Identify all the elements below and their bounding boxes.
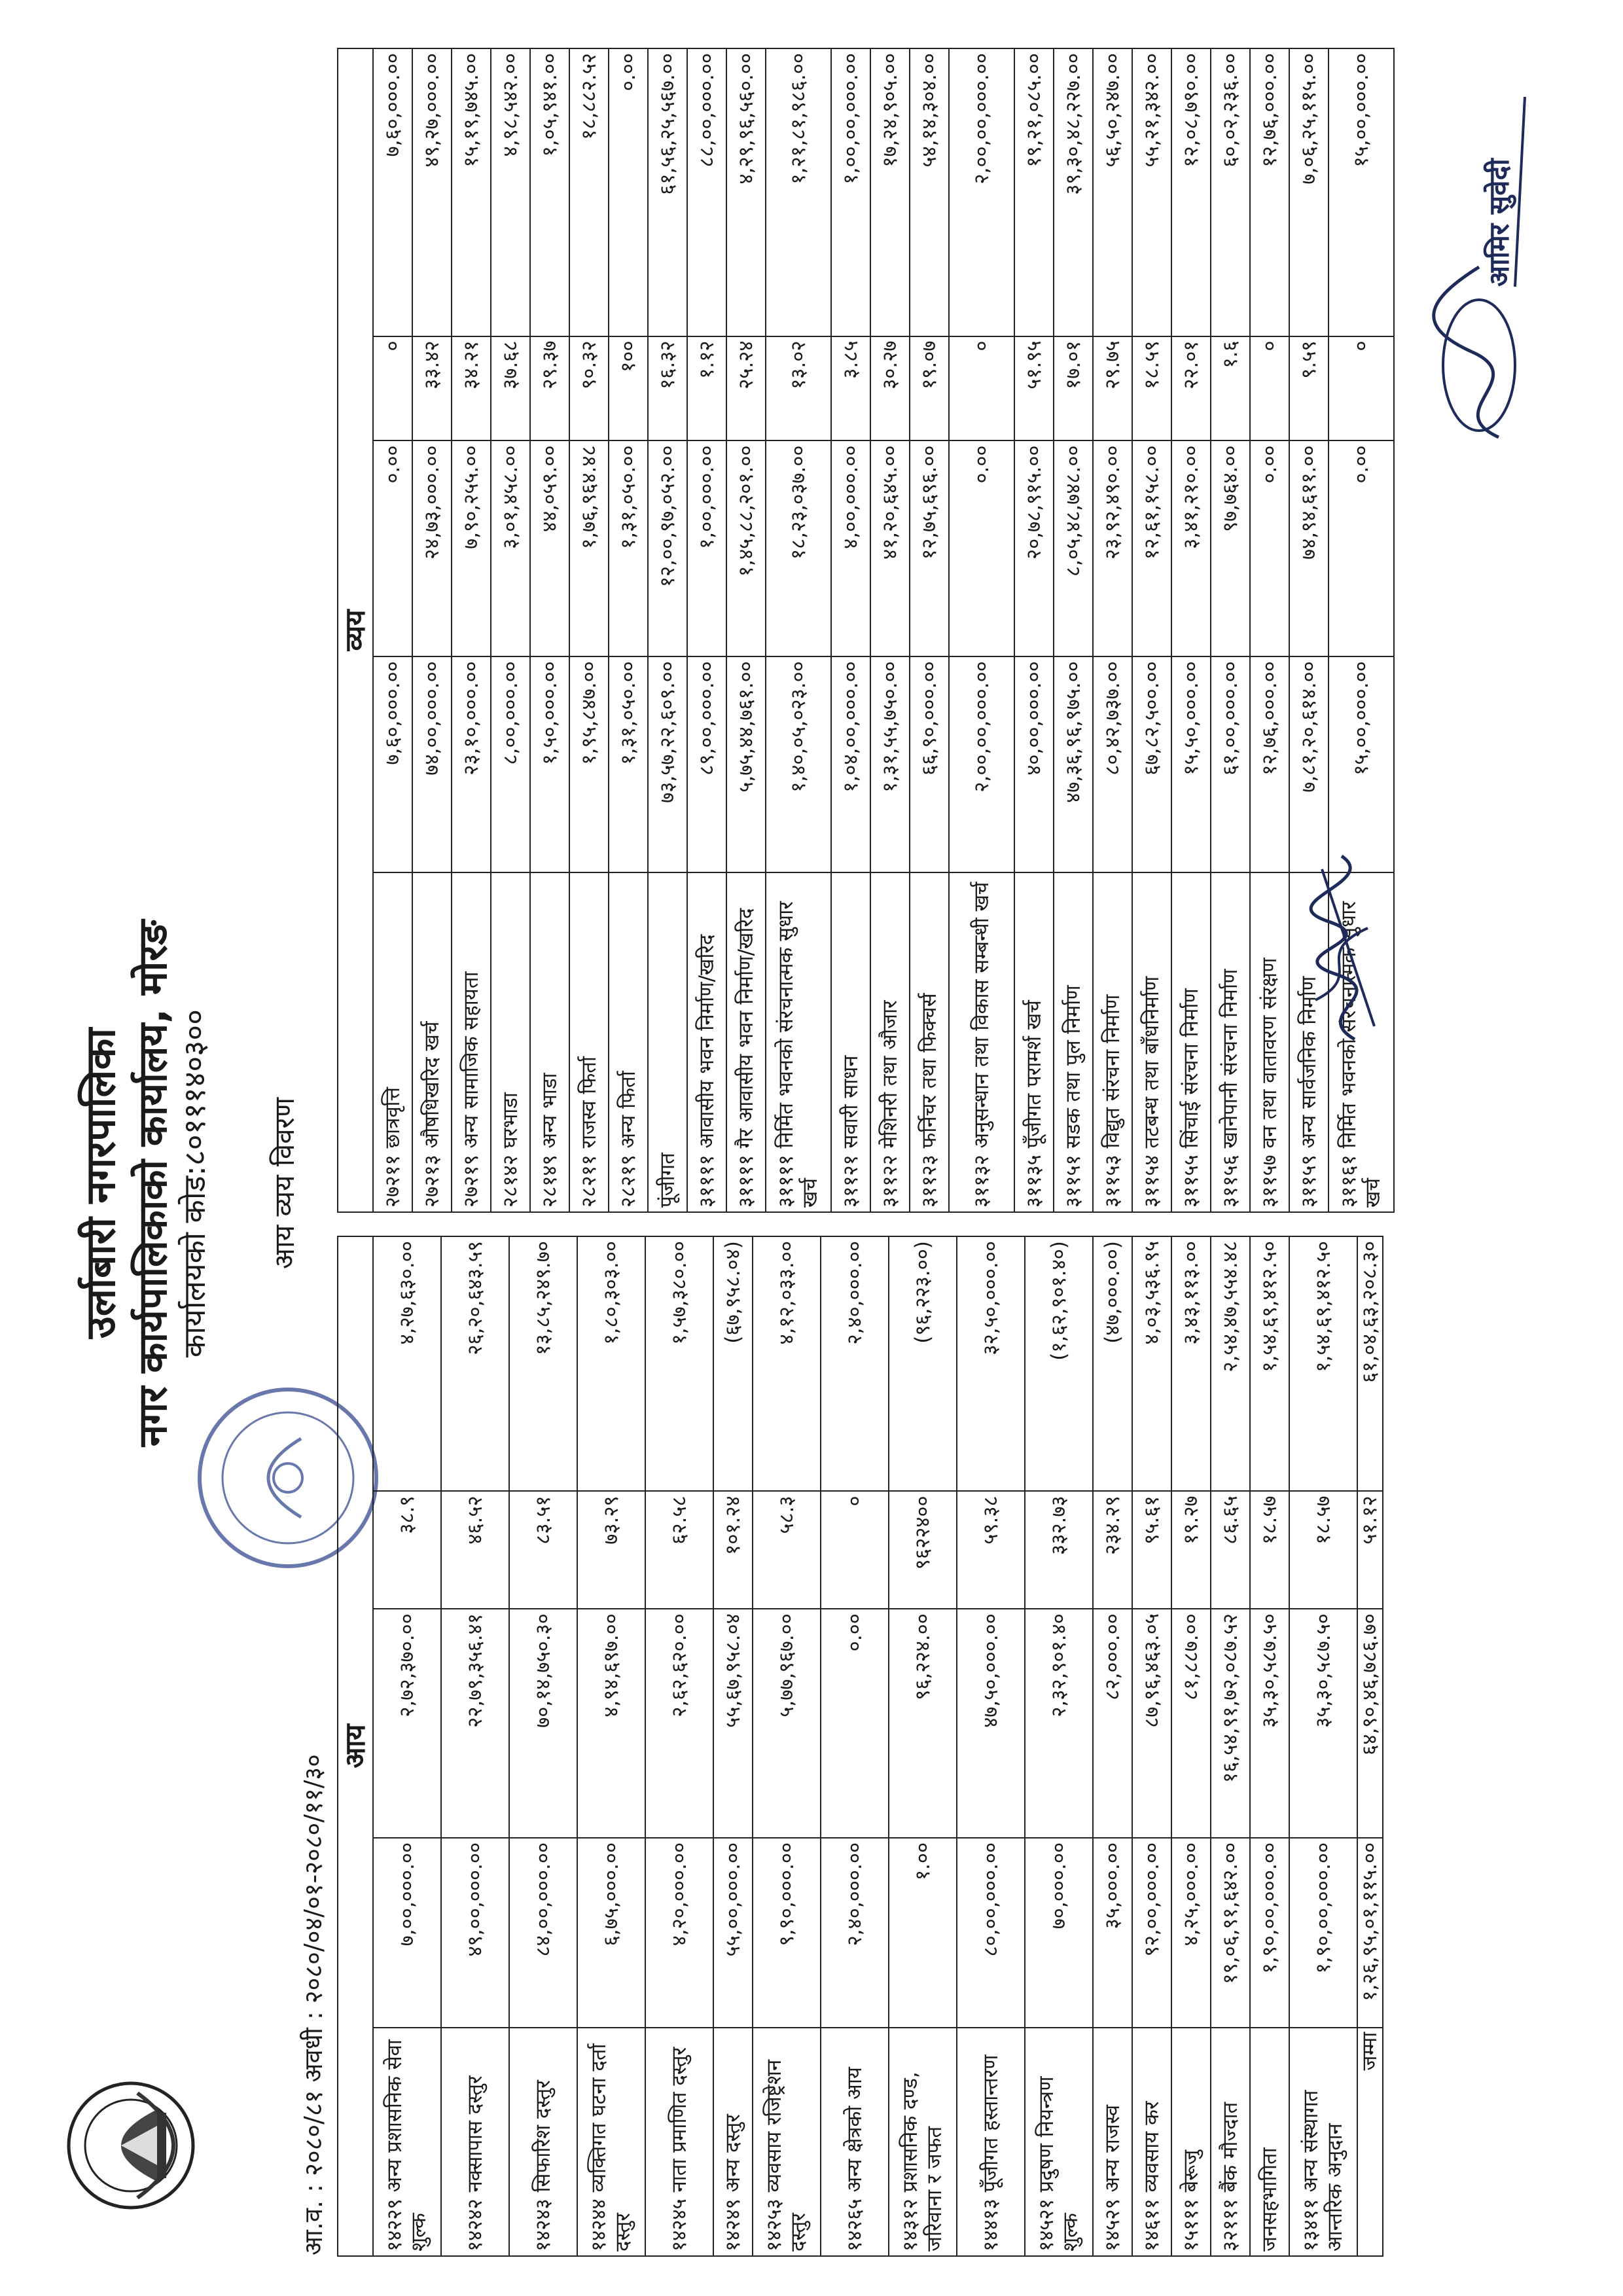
expense-percent: २२.०१	[1171, 336, 1211, 441]
income-actual: ८७,९६,४६३.०५	[1132, 1609, 1171, 1838]
expense-label: २७२१९ अन्य सामाजिक सहायता	[452, 872, 491, 1212]
income-actual: ४७,५०,०००.००	[957, 1609, 1025, 1838]
expense-percent: १.१२	[687, 336, 726, 441]
expense-actual: ०.००	[949, 440, 1014, 656]
income-budget: १.००	[889, 1838, 957, 2028]
expense-remaining: १९,२१,०८५.००	[1014, 48, 1054, 336]
expense-percent: २९.३७	[530, 336, 569, 441]
expense-label: २८१४९ अन्य भाडा	[530, 872, 569, 1212]
income-percent: २३४.२९	[1093, 1491, 1132, 1609]
income-row	[1211, 1236, 1250, 2256]
income-percent: १८.५७	[1289, 1491, 1357, 1609]
income-label: १४५२९ अन्य राजस्व	[1093, 2028, 1132, 2256]
expense-row	[1171, 48, 1211, 1212]
expense-budget: १,५०,०००.००	[530, 656, 569, 872]
expense-actual: १,३१,०५०.००	[609, 440, 648, 656]
income-percent: ६२.५८	[645, 1491, 713, 1609]
expense-row	[373, 48, 412, 1212]
expense-percent: १३.०२	[766, 336, 831, 441]
expense-label: ३११११ गैर आवासीय भवन निर्माण/खरिद	[726, 872, 766, 1212]
income-percent: १९.२७	[1171, 1491, 1211, 1609]
expense-row	[726, 48, 766, 1212]
income-budget: ९२,००,०००.००	[1132, 1838, 1171, 2028]
expense-label: २८१४२ घरभाडा	[491, 872, 530, 1212]
income-budget: १९,०६,९१,६४२.००	[1211, 1838, 1250, 2028]
expense-percent: ३०.२७	[870, 336, 910, 441]
income-budget: ७,००,०००.००	[373, 1838, 441, 2028]
income-actual: ३५,३०,५८७.५०	[1250, 1609, 1289, 1838]
income-remaining: (१,६२,९०१.४०)	[1025, 1236, 1093, 1491]
income-label: १४२४३ सिफारिश दस्तुर	[509, 2028, 577, 2256]
expense-percent: २९.७५	[1093, 336, 1132, 441]
signature-scribble-icon	[1296, 843, 1400, 1052]
expense-budget: १५,००,०००.००	[1329, 656, 1394, 872]
expense-remaining: ३९,३०,४८,२२७.००	[1054, 48, 1093, 336]
expense-remaining: ६०,०२,२३६.००	[1211, 48, 1250, 336]
expense-row	[1250, 48, 1289, 1212]
expense-actual: १२,००,९७,०५२.००	[648, 440, 687, 656]
income-remaining: (६७,९५८.०४)	[713, 1236, 753, 1491]
income-rows	[373, 1236, 1357, 2256]
expense-row	[1054, 48, 1093, 1212]
expense-label: ३११५५ सिंचाई संरचना निर्माण	[1171, 872, 1211, 1212]
income-total-row	[1357, 1236, 1383, 2256]
expense-percent: १८.५९	[1132, 336, 1171, 441]
expense-budget: ७,६०,०००.००	[373, 656, 412, 872]
expense-remaining: १,०५,९४१.००	[530, 48, 569, 336]
expense-actual: १,००,०००.००	[687, 440, 726, 656]
income-budget: १,९०,००,०००.००	[1250, 1838, 1289, 2028]
income-budget: ५५,००,०००.००	[713, 1838, 753, 2028]
expense-label: ३११११ आवासीय भवन निर्माण/खरिद	[687, 872, 726, 1212]
office-code: कार्यालयको कोड:८०१११४०३००	[177, 1009, 212, 1358]
expense-budget: ६७,८२,५००.००	[1132, 656, 1171, 872]
expense-percent: १६.३२	[648, 336, 687, 441]
income-percent: ५८.३	[753, 1491, 821, 1609]
expense-budget: ४०,००,०००.००	[1014, 656, 1054, 872]
expense-remaining: १२,०८,७९०.००	[1171, 48, 1211, 336]
income-percent: १०१.२४	[713, 1491, 753, 1609]
income-budget: ९,९०,०००.००	[753, 1838, 821, 2028]
expense-percent: २५.२४	[726, 336, 766, 441]
expense-label: २७२१३ औषधिखरिद खर्च	[412, 872, 452, 1212]
expense-label: ३११२२ मेशिनरी तथा औजार	[870, 872, 910, 1212]
income-row	[889, 1236, 957, 2256]
income-remaining: १,५४,६९,४१२.५०	[1250, 1236, 1289, 1491]
income-total-remaining: ६१,०४,६३,२०८.३०	[1357, 1236, 1383, 1491]
income-row	[577, 1236, 645, 2256]
income-percent: ४६.५२	[441, 1491, 509, 1609]
income-row	[1171, 1236, 1211, 2256]
expense-actual: ४४,०५९.००	[530, 440, 569, 656]
municipality-title: उर्लाबारी नगरपालिका	[77, 1028, 124, 1339]
expense-row	[569, 48, 609, 1212]
expense-label: ३११३२ अनुसन्धान तथा विकास सम्बन्धी खर्च	[949, 872, 1014, 1212]
expense-percent: ३७.६८	[491, 336, 530, 441]
expense-row	[452, 48, 491, 1212]
expense-percent: १९.०७	[910, 336, 949, 441]
expense-budget: ६६,९०,०००.००	[910, 656, 949, 872]
income-percent: ९५.६१	[1132, 1491, 1171, 1609]
expense-row	[1093, 48, 1132, 1212]
expense-remaining: ४,९८,५४२.००	[491, 48, 530, 336]
expense-label: ३११५३ विद्युत संरचना निर्माण	[1093, 872, 1132, 1212]
income-percent: ९६२२४००	[889, 1491, 957, 1609]
expense-percent: ३३.४२	[412, 336, 452, 441]
expense-rows	[373, 48, 1394, 1212]
income-remaining: ३२,५०,०००.००	[957, 1236, 1025, 1491]
income-row	[713, 1236, 753, 2256]
income-percent: ३३२.७३	[1025, 1491, 1093, 1609]
income-label: १४४१३ पूँजीगत हस्तान्तरण	[957, 2028, 1025, 2256]
expense-label: ३११५९ अन्य सार्वजनिक निर्माण	[1289, 872, 1329, 1212]
income-label: १४३१२ प्रशासनिक दण्ड, जरिवाना र जफत	[889, 2028, 957, 2256]
expense-remaining: १२,७६,०००.००	[1250, 48, 1289, 336]
income-label: १४२४४ व्यक्तिगत घटना दर्ता दस्तुर	[577, 2028, 645, 2256]
expense-percent: ०	[1329, 336, 1394, 441]
expense-row	[687, 48, 726, 1212]
expense-actual: ३,०१,४५८.००	[491, 440, 530, 656]
income-heading: आय	[338, 1236, 373, 2256]
expense-budget: ७४,००,०००.००	[412, 656, 452, 872]
income-total-budget: १,२६,९५,०१,११५.००	[1357, 1838, 1383, 2028]
income-label: जनसहभागिता	[1250, 2028, 1289, 2256]
income-label: १४२४२ नक्सापास दस्तुर	[441, 2028, 509, 2256]
expense-budget: ५,७५,४४,७६१.००	[726, 656, 766, 872]
income-remaining: ४,०३,५३६.९५	[1132, 1236, 1171, 1491]
income-actual: ४,९४,६९७.००	[577, 1609, 645, 1838]
expense-remaining: २,००,००,०००.००	[949, 48, 1014, 336]
expense-budget: २,००,००,०००.००	[949, 656, 1014, 872]
income-remaining: १३,८५,२४९.७०	[509, 1236, 577, 1491]
expense-percent: ०	[949, 336, 1014, 441]
expense-budget: ४७,३६,९६,९७५.००	[1054, 656, 1093, 872]
expense-actual: ०.००	[373, 440, 412, 656]
income-actual: ९६,२२४.००	[889, 1609, 957, 1838]
expense-actual: २४,७३,०००.००	[412, 440, 452, 656]
income-row	[509, 1236, 577, 2256]
expense-percent: ९.५९	[1289, 336, 1329, 441]
expense-remaining: ०.००	[609, 48, 648, 336]
expense-label: २७२११ छात्रवृत्ति	[373, 872, 412, 1212]
income-remaining: २,५४,४७,५५४.४८	[1211, 1236, 1250, 1491]
expense-budget: १२,७६,०००.००	[1250, 656, 1289, 872]
income-label: १४२२९ अन्य प्रशासनिक सेवा शुल्क	[373, 2028, 441, 2256]
income-percent: ०	[821, 1491, 889, 1609]
income-table	[337, 1236, 1383, 2257]
income-percent: ५९.३८	[957, 1491, 1025, 1609]
income-label: १५१११ बेरूजु	[1171, 2028, 1211, 2256]
expense-percent: ५१.९५	[1014, 336, 1054, 441]
income-actual: ३५,३०,५८७.५०	[1289, 1609, 1357, 1838]
income-label: १४२५३ व्यवसाय रजिष्ट्रेशन दस्तुर	[753, 2028, 821, 2256]
expense-remaining: १७,२४,९०५.००	[870, 48, 910, 336]
expense-label: ३११३५ पूँजीगत परामर्श खर्च	[1014, 872, 1054, 1212]
income-actual: ८१,८८७.००	[1171, 1609, 1211, 1838]
expense-budget: ६१,००,०००.००	[1211, 656, 1250, 872]
income-actual: ५,७७,९६७.००	[753, 1609, 821, 1838]
income-row	[1250, 1236, 1289, 2256]
income-actual: २,३२,९०१.४०	[1025, 1609, 1093, 1838]
income-row	[821, 1236, 889, 2256]
income-remaining: ४,२७,६३०.००	[373, 1236, 441, 1491]
income-actual: १६,५४,९१,७२,०८७.५२	[1211, 1609, 1250, 1838]
expense-row	[412, 48, 452, 1212]
income-row	[441, 1236, 509, 2256]
income-total-percent: ५१.१२	[1357, 1491, 1383, 1609]
income-row	[753, 1236, 821, 2256]
income-budget: ३५,०००.००	[1093, 1838, 1132, 2028]
expense-budget: ८,००,०००.००	[491, 656, 530, 872]
fiscal-period: आ.व. : २०८०/८१ अवधी : २०८०/०४/०१-२०८०/११/३०	[299, 1754, 328, 2255]
expense-actual: २०,७८,९१५.००	[1014, 440, 1054, 656]
expense-row	[949, 48, 1014, 1212]
expense-remaining: ७,६०,०००.००	[373, 48, 412, 336]
expense-actual: ४१,२०,६४५.००	[870, 440, 910, 656]
income-budget: ७०,०००.००	[1025, 1838, 1093, 2028]
expense-percent: ३.८५	[831, 336, 870, 441]
income-actual: ५५,६७,९५८.०४	[713, 1609, 753, 1838]
expense-actual: ७,९०,२५५.००	[452, 440, 491, 656]
expense-actual: १२,७५,६९६.००	[910, 440, 949, 656]
expense-percent: १००	[609, 336, 648, 441]
income-remaining: १,८०,३०३.००	[577, 1236, 645, 1491]
expense-label: ३११५७ वन तथा वातावरण संरक्षण	[1250, 872, 1289, 1212]
municipality-emblem-icon	[59, 2073, 203, 2217]
income-total-label: जम्मा	[1357, 2028, 1383, 2256]
income-label: १४२६५ अन्य क्षेत्रको आय	[821, 2028, 889, 2256]
expense-remaining: १५,१९,७४५.००	[452, 48, 491, 336]
expense-percent: १.६	[1211, 336, 1250, 441]
expense-budget: ८९,००,०००.००	[687, 656, 726, 872]
income-remaining: १,५७,३८०.००	[645, 1236, 713, 1491]
expense-row	[609, 48, 648, 1212]
expense-heading: व्यय	[338, 48, 373, 1212]
expense-row	[491, 48, 530, 1212]
expense-actual: १८,२३,०३७.००	[766, 440, 831, 656]
income-remaining: २,४०,०००.००	[821, 1236, 889, 1491]
expense-row	[1132, 48, 1171, 1212]
income-remaining: (९६,२२३.००)	[889, 1236, 957, 1491]
income-actual: २,६२,६२०.००	[645, 1609, 713, 1838]
expense-percent: ०	[373, 336, 412, 441]
income-actual: ७०,१४,७५०.३०	[509, 1609, 577, 1838]
income-actual: ०.००	[821, 1609, 889, 1838]
expense-label: पूंजीगत	[648, 872, 687, 1212]
expense-budget: १,९५,८४७.००	[569, 656, 609, 872]
expense-budget: २३,१०,०००.००	[452, 656, 491, 872]
office-title: नगर कार्यपालिकाको कार्यालय, मोरङ	[130, 920, 176, 1447]
income-percent: ३८.९	[373, 1491, 441, 1609]
income-label: १४६११ व्यवसाय कर	[1132, 2028, 1171, 2256]
income-actual: ८२,०००.००	[1093, 1609, 1132, 1838]
expense-row	[1211, 48, 1250, 1212]
expense-remaining: १,२१,८१,९८६.००	[766, 48, 831, 336]
income-remaining: १,५४,६९,४१२.५०	[1289, 1236, 1357, 1491]
expense-row	[870, 48, 910, 1212]
income-budget: १,९०,००,०००.००	[1289, 1838, 1357, 2028]
expense-row	[530, 48, 569, 1212]
income-row	[1093, 1236, 1132, 2256]
expense-actual: २३,९२,४९०.००	[1093, 440, 1132, 656]
expense-label: ३११५६ खानेपानी संरचना निर्माण	[1211, 872, 1250, 1212]
income-actual: २२,७९,३५६.४१	[441, 1609, 509, 1838]
expense-row	[766, 48, 831, 1212]
income-budget: ८०,००,०००.००	[957, 1838, 1025, 2028]
expense-actual: ०.००	[1329, 440, 1394, 656]
income-total-actual: ६४,९०,४६,७८६.७०	[1357, 1609, 1383, 1838]
expense-label: ३११६१ निर्मित भवनको संरचनात्मक सुधार खर्च	[1329, 872, 1394, 1212]
expense-row	[910, 48, 949, 1212]
income-row	[1289, 1236, 1357, 2256]
income-label: ३२१११ बैंक मौज्दात	[1211, 2028, 1250, 2256]
income-label: १४२४९ अन्य दस्तुर	[713, 2028, 753, 2256]
expense-label: ३११११ निर्मित भवनको संरचनात्मक सुधार खर्च	[766, 872, 831, 1212]
income-row	[645, 1236, 713, 2256]
expense-budget: १,३१,५५,७५०.००	[870, 656, 910, 872]
expense-label: ३११२३ फर्निचर तथा फिक्चर्स	[910, 872, 949, 1212]
expense-percent: ९०.३२	[569, 336, 609, 441]
income-remaining: २६,२०,६४३.५९	[441, 1236, 509, 1491]
expense-remaining: १८,८८२.५२	[569, 48, 609, 336]
expense-remaining: ६१,५६,२५,५६७.००	[648, 48, 687, 336]
expense-percent: ०	[1250, 336, 1289, 441]
income-row	[1132, 1236, 1171, 2256]
signatory-name: आमिर सुवेदी	[1483, 158, 1515, 287]
expense-label: ३११२१ सवारी साधन	[831, 872, 870, 1212]
income-budget: ४,२५,०००.००	[1171, 1838, 1211, 2028]
income-budget: २,४०,०००.००	[821, 1838, 889, 2028]
income-row	[957, 1236, 1025, 2256]
statement-subtitle: आय व्यय विवरण	[268, 1097, 300, 1270]
expense-actual: १,४५,८८,२०१.००	[726, 440, 766, 656]
expense-actual: १२,६१,१५८.००	[1132, 440, 1171, 656]
income-budget: ८४,००,०००.००	[509, 1838, 577, 2028]
expense-label: २८२११ राजस्व फिर्ता	[569, 872, 609, 1212]
expense-budget: १,३१,०५०.००	[609, 656, 648, 872]
expense-actual: ०.००	[1250, 440, 1289, 656]
expense-remaining: ४,२९,९६,५६०.००	[726, 48, 766, 336]
expense-actual: ३,४१,२१०.००	[1171, 440, 1211, 656]
income-row	[373, 1236, 441, 2256]
expense-actual: ७४,९४,६११.००	[1289, 440, 1329, 656]
income-percent: ८३.५१	[509, 1491, 577, 1609]
expense-remaining: ५६,५०,२४७.००	[1093, 48, 1132, 336]
expense-remaining: १,००,००,०००.००	[831, 48, 870, 336]
expense-row	[1014, 48, 1054, 1212]
expense-actual: ८,०५,४८,७४८.००	[1054, 440, 1093, 656]
expense-percent: ३४.२१	[452, 336, 491, 441]
expense-table	[337, 48, 1395, 1213]
income-percent: ७३.२९	[577, 1491, 645, 1609]
expense-row	[831, 48, 870, 1212]
expense-remaining: ८८,००,०००.००	[687, 48, 726, 336]
expense-label: ३११५४ तटबन्ध तथा बाँधनिर्माण	[1132, 872, 1171, 1212]
income-label: १४२४५ नाता प्रमाणित दस्तुर	[645, 2028, 713, 2256]
expense-actual: ९७,७६४.००	[1211, 440, 1250, 656]
income-budget: ६,७५,०००.००	[577, 1838, 645, 2028]
income-actual: २,७२,३७०.००	[373, 1609, 441, 1838]
expense-actual: ४,००,०००.००	[831, 440, 870, 656]
expense-budget: ७,८१,२०,६१४.००	[1289, 656, 1329, 872]
expense-actual: १,७६,९६४.४८	[569, 440, 609, 656]
income-remaining: ४,१२,०३३.००	[753, 1236, 821, 1491]
expense-percent: १७.०१	[1054, 336, 1093, 441]
income-percent: ८६.६५	[1211, 1491, 1250, 1609]
income-percent: १८.५७	[1250, 1491, 1289, 1609]
expense-label: २८२१९ अन्य फिर्ता	[609, 872, 648, 1212]
expense-row	[648, 48, 687, 1212]
signatory-signature-icon	[1400, 84, 1551, 450]
income-row	[1025, 1236, 1093, 2256]
expense-remaining: ४९,२७,०००.००	[412, 48, 452, 336]
income-remaining: ३,४३,११३.००	[1171, 1236, 1211, 1491]
expense-budget: १५,५०,०००.००	[1171, 656, 1211, 872]
income-remaining: (४७,०००.००)	[1093, 1236, 1132, 1491]
expense-remaining: ५५,२१,३४२.००	[1132, 48, 1171, 336]
expense-remaining: १५,००,०००.००	[1329, 48, 1394, 336]
income-label: १३४११ अन्य संस्थागत आन्तरिक अनुदान	[1289, 2028, 1357, 2256]
expense-remaining: ५४,१४,३०४.००	[910, 48, 949, 336]
expense-remaining: ७,०६,२५,११५.००	[1289, 48, 1329, 336]
income-budget: ४९,००,०००.००	[441, 1838, 509, 2028]
expense-budget: १,०४,००,०००.००	[831, 656, 870, 872]
income-budget: ४,२०,०००.००	[645, 1838, 713, 2028]
expense-budget: १,४०,०५,०२३.००	[766, 656, 831, 872]
income-label: १४५२१ प्रदुषण नियन्त्रण शुल्क	[1025, 2028, 1093, 2256]
expense-budget: ८०,४२,७३७.००	[1093, 656, 1132, 872]
expense-budget: ७३,५७,२२,६०९.००	[648, 656, 687, 872]
expense-label: ३११५१ सडक तथा पुल निर्माण	[1054, 872, 1093, 1212]
